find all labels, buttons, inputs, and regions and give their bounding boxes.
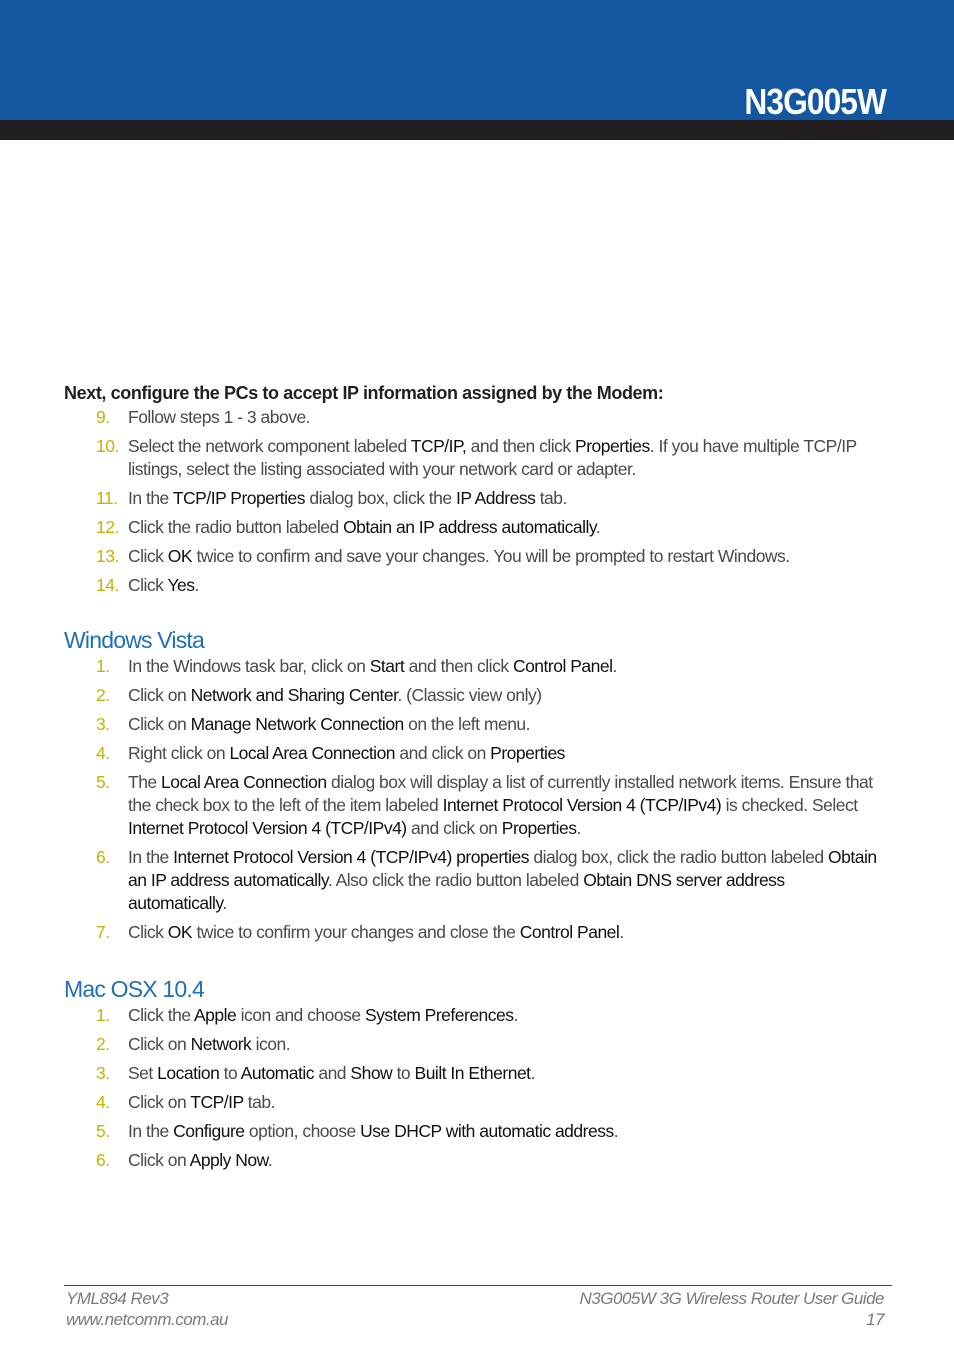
step-number: 10. <box>96 436 119 456</box>
step-text: . <box>612 656 617 676</box>
ui-term: Configure <box>173 1121 245 1141</box>
step-text: dialog box, click the <box>305 488 456 508</box>
step-text: Click <box>128 922 168 942</box>
ui-term: Local Area Connection <box>161 772 327 792</box>
ui-term: TCP/IP Properties <box>172 488 306 508</box>
list-item <box>64 406 884 429</box>
list-item <box>64 655 884 678</box>
step-number: 1. <box>96 1005 110 1025</box>
ui-term: Show <box>350 1063 393 1083</box>
step-number: 5. <box>96 1121 110 1141</box>
ui-term: Obtain an IP address automatically <box>343 517 596 537</box>
step-text: Click on <box>128 714 191 734</box>
step-text: Click on <box>128 1034 191 1054</box>
model-title: N3G005W <box>744 81 886 122</box>
ui-term: Obtain an IP address automatically <box>128 847 877 890</box>
step-number: 2. <box>96 685 110 705</box>
list-item <box>64 516 884 539</box>
step-text: and click on <box>395 743 491 763</box>
step-text: . <box>619 922 624 942</box>
step-text: . <box>222 893 227 913</box>
step-text: twice to confirm your changes and close the <box>192 922 520 942</box>
footer-right <box>580 1288 884 1330</box>
step-number: 3. <box>96 714 110 734</box>
section-title-windows-vista: Windows Vista <box>64 627 205 653</box>
list-item <box>64 1149 884 1172</box>
list-item <box>64 684 884 707</box>
step-number: 9. <box>96 407 110 427</box>
ui-term: Built In Ethernet <box>414 1063 531 1083</box>
list-item <box>64 1062 884 1085</box>
list-item <box>64 771 884 840</box>
step-text: . <box>576 818 581 838</box>
step-text: Click on <box>128 1150 190 1170</box>
ui-term: Properties <box>501 818 577 838</box>
step-number: 14. <box>96 575 119 595</box>
step-text: Click <box>128 546 168 566</box>
step-text: twice to confirm and save your changes. You will be prompted to restart Windows. <box>192 546 790 566</box>
section-title-mac-osx: Mac OSX 10.4 <box>64 976 204 1002</box>
step-text: The <box>128 772 162 792</box>
ui-term: Internet Protocol Version 4 (TCP/IPv4) properties <box>173 847 529 867</box>
ui-term: Location <box>157 1063 220 1083</box>
list-item <box>64 742 884 765</box>
step-text: . Also click the radio button labeled <box>327 870 584 890</box>
step-text: Click on <box>128 685 191 705</box>
step-text: and click on <box>406 818 502 838</box>
step-text: Click the radio button labeled <box>128 517 344 537</box>
page-number: 17 <box>866 1310 884 1329</box>
page-content <box>64 380 884 1178</box>
step-text: Click the <box>128 1005 194 1025</box>
ui-term: Properties <box>490 743 565 763</box>
ui-term: Apply Now <box>189 1150 268 1170</box>
step-text: is checked. Select <box>721 795 858 815</box>
ui-term: Automatic <box>240 1063 314 1083</box>
step-text: . <box>267 1150 273 1170</box>
intro-heading: Next, configure the PCs to accept IP information assigned by the Modem: <box>64 383 664 403</box>
list-item <box>64 435 884 481</box>
step-text: tab. <box>535 488 567 508</box>
step-text: Click <box>128 575 168 595</box>
vista-steps <box>64 655 884 944</box>
ui-term: Internet Protocol Version 4 (TCP/IPv4) <box>128 818 407 838</box>
step-text: Follow steps 1 - 3 above. <box>128 407 311 427</box>
ui-term: Network and Sharing Center <box>190 685 398 705</box>
ui-term: Control Panel <box>512 656 613 676</box>
step-number: 2. <box>96 1034 110 1054</box>
step-text: . If you have multiple TCP/IP listings, select the listing associated with your network card or adapter. <box>128 436 857 479</box>
ui-term: OK <box>167 546 193 566</box>
ui-term: Manage Network Connection <box>190 714 404 734</box>
step-text: dialog box will display a list of currently installed network items. Ensure that the check box to the left of the item labeled <box>128 772 873 815</box>
ui-term: OK <box>167 922 193 942</box>
step-text: In the <box>128 1121 174 1141</box>
ui-term: Properties <box>575 436 650 456</box>
ui-term: Use DHCP with automatic address <box>360 1121 614 1141</box>
step-text: on the left menu. <box>403 714 531 734</box>
step-number: 5. <box>96 772 110 792</box>
ui-term: Local Area Connection <box>229 743 396 763</box>
list-item <box>64 1004 884 1027</box>
step-text: Set <box>128 1063 158 1083</box>
step-text: and then click <box>404 656 513 676</box>
step-number: 3. <box>96 1063 110 1083</box>
step-text: . <box>530 1063 535 1083</box>
footer-left <box>66 1288 228 1330</box>
doc-code: YML894 Rev3 <box>66 1289 169 1308</box>
list-item <box>64 545 884 568</box>
step-number: 4. <box>96 743 110 763</box>
step-number: 4. <box>96 1092 110 1112</box>
ui-term: System Preferences <box>364 1005 514 1025</box>
ui-term: Network <box>190 1034 252 1054</box>
step-text: In the Windows task bar, click on <box>128 656 370 676</box>
step-number: 13. <box>96 546 119 566</box>
step-text: Click on <box>128 1092 191 1112</box>
step-number: 11. <box>96 488 118 508</box>
list-item <box>64 1120 884 1143</box>
list-item <box>64 1091 884 1114</box>
list-item <box>64 574 884 597</box>
step-number: 7. <box>96 922 110 942</box>
step-text: icon. <box>251 1034 291 1054</box>
list-item <box>64 1033 884 1056</box>
footer-divider <box>64 1285 892 1286</box>
intro-steps <box>64 406 884 597</box>
ui-term: Control Panel <box>519 922 620 942</box>
ui-term: Obtain DNS server address automatically <box>128 870 785 913</box>
step-text: to <box>219 1063 241 1083</box>
list-item <box>64 921 884 944</box>
website-link[interactable]: www.netcomm.com.au <box>66 1310 228 1329</box>
ui-term: Apple <box>194 1005 237 1025</box>
list-item <box>64 713 884 736</box>
step-text: . <box>595 517 601 537</box>
ui-term: Start <box>369 656 405 676</box>
step-text: . (Classic view only) <box>397 685 542 705</box>
ui-term: Internet Protocol Version 4 (TCP/IPv4) <box>442 795 722 815</box>
step-number: 6. <box>96 847 110 867</box>
step-text: In the <box>128 847 174 867</box>
step-text: dialog box, click the radio button labeled <box>528 847 829 867</box>
mac-steps <box>64 1004 884 1172</box>
step-text: and <box>313 1063 351 1083</box>
list-item <box>64 846 884 915</box>
ui-term: IP Address <box>456 488 536 508</box>
ui-term: Yes <box>167 575 195 595</box>
step-text: . <box>194 575 199 595</box>
step-text: and then click <box>466 436 576 456</box>
step-text: icon and choose <box>236 1005 365 1025</box>
step-text: In the <box>128 488 173 508</box>
step-number: 1. <box>96 656 110 676</box>
step-text: tab. <box>243 1092 275 1112</box>
ui-term: TCP/IP <box>190 1092 244 1112</box>
ui-term: TCP/IP, <box>410 436 467 456</box>
step-text: . <box>513 1005 518 1025</box>
step-text: to <box>392 1063 415 1083</box>
step-number: 6. <box>96 1150 110 1170</box>
list-item <box>64 487 884 510</box>
guide-title: N3G005W 3G Wireless Router User Guide <box>579 1289 884 1308</box>
step-text: option, choose <box>244 1121 361 1141</box>
step-text: Select the network component labeled <box>128 436 411 456</box>
step-number: 12. <box>96 517 119 537</box>
step-text: . <box>613 1121 619 1141</box>
step-text: Right click on <box>128 743 230 763</box>
